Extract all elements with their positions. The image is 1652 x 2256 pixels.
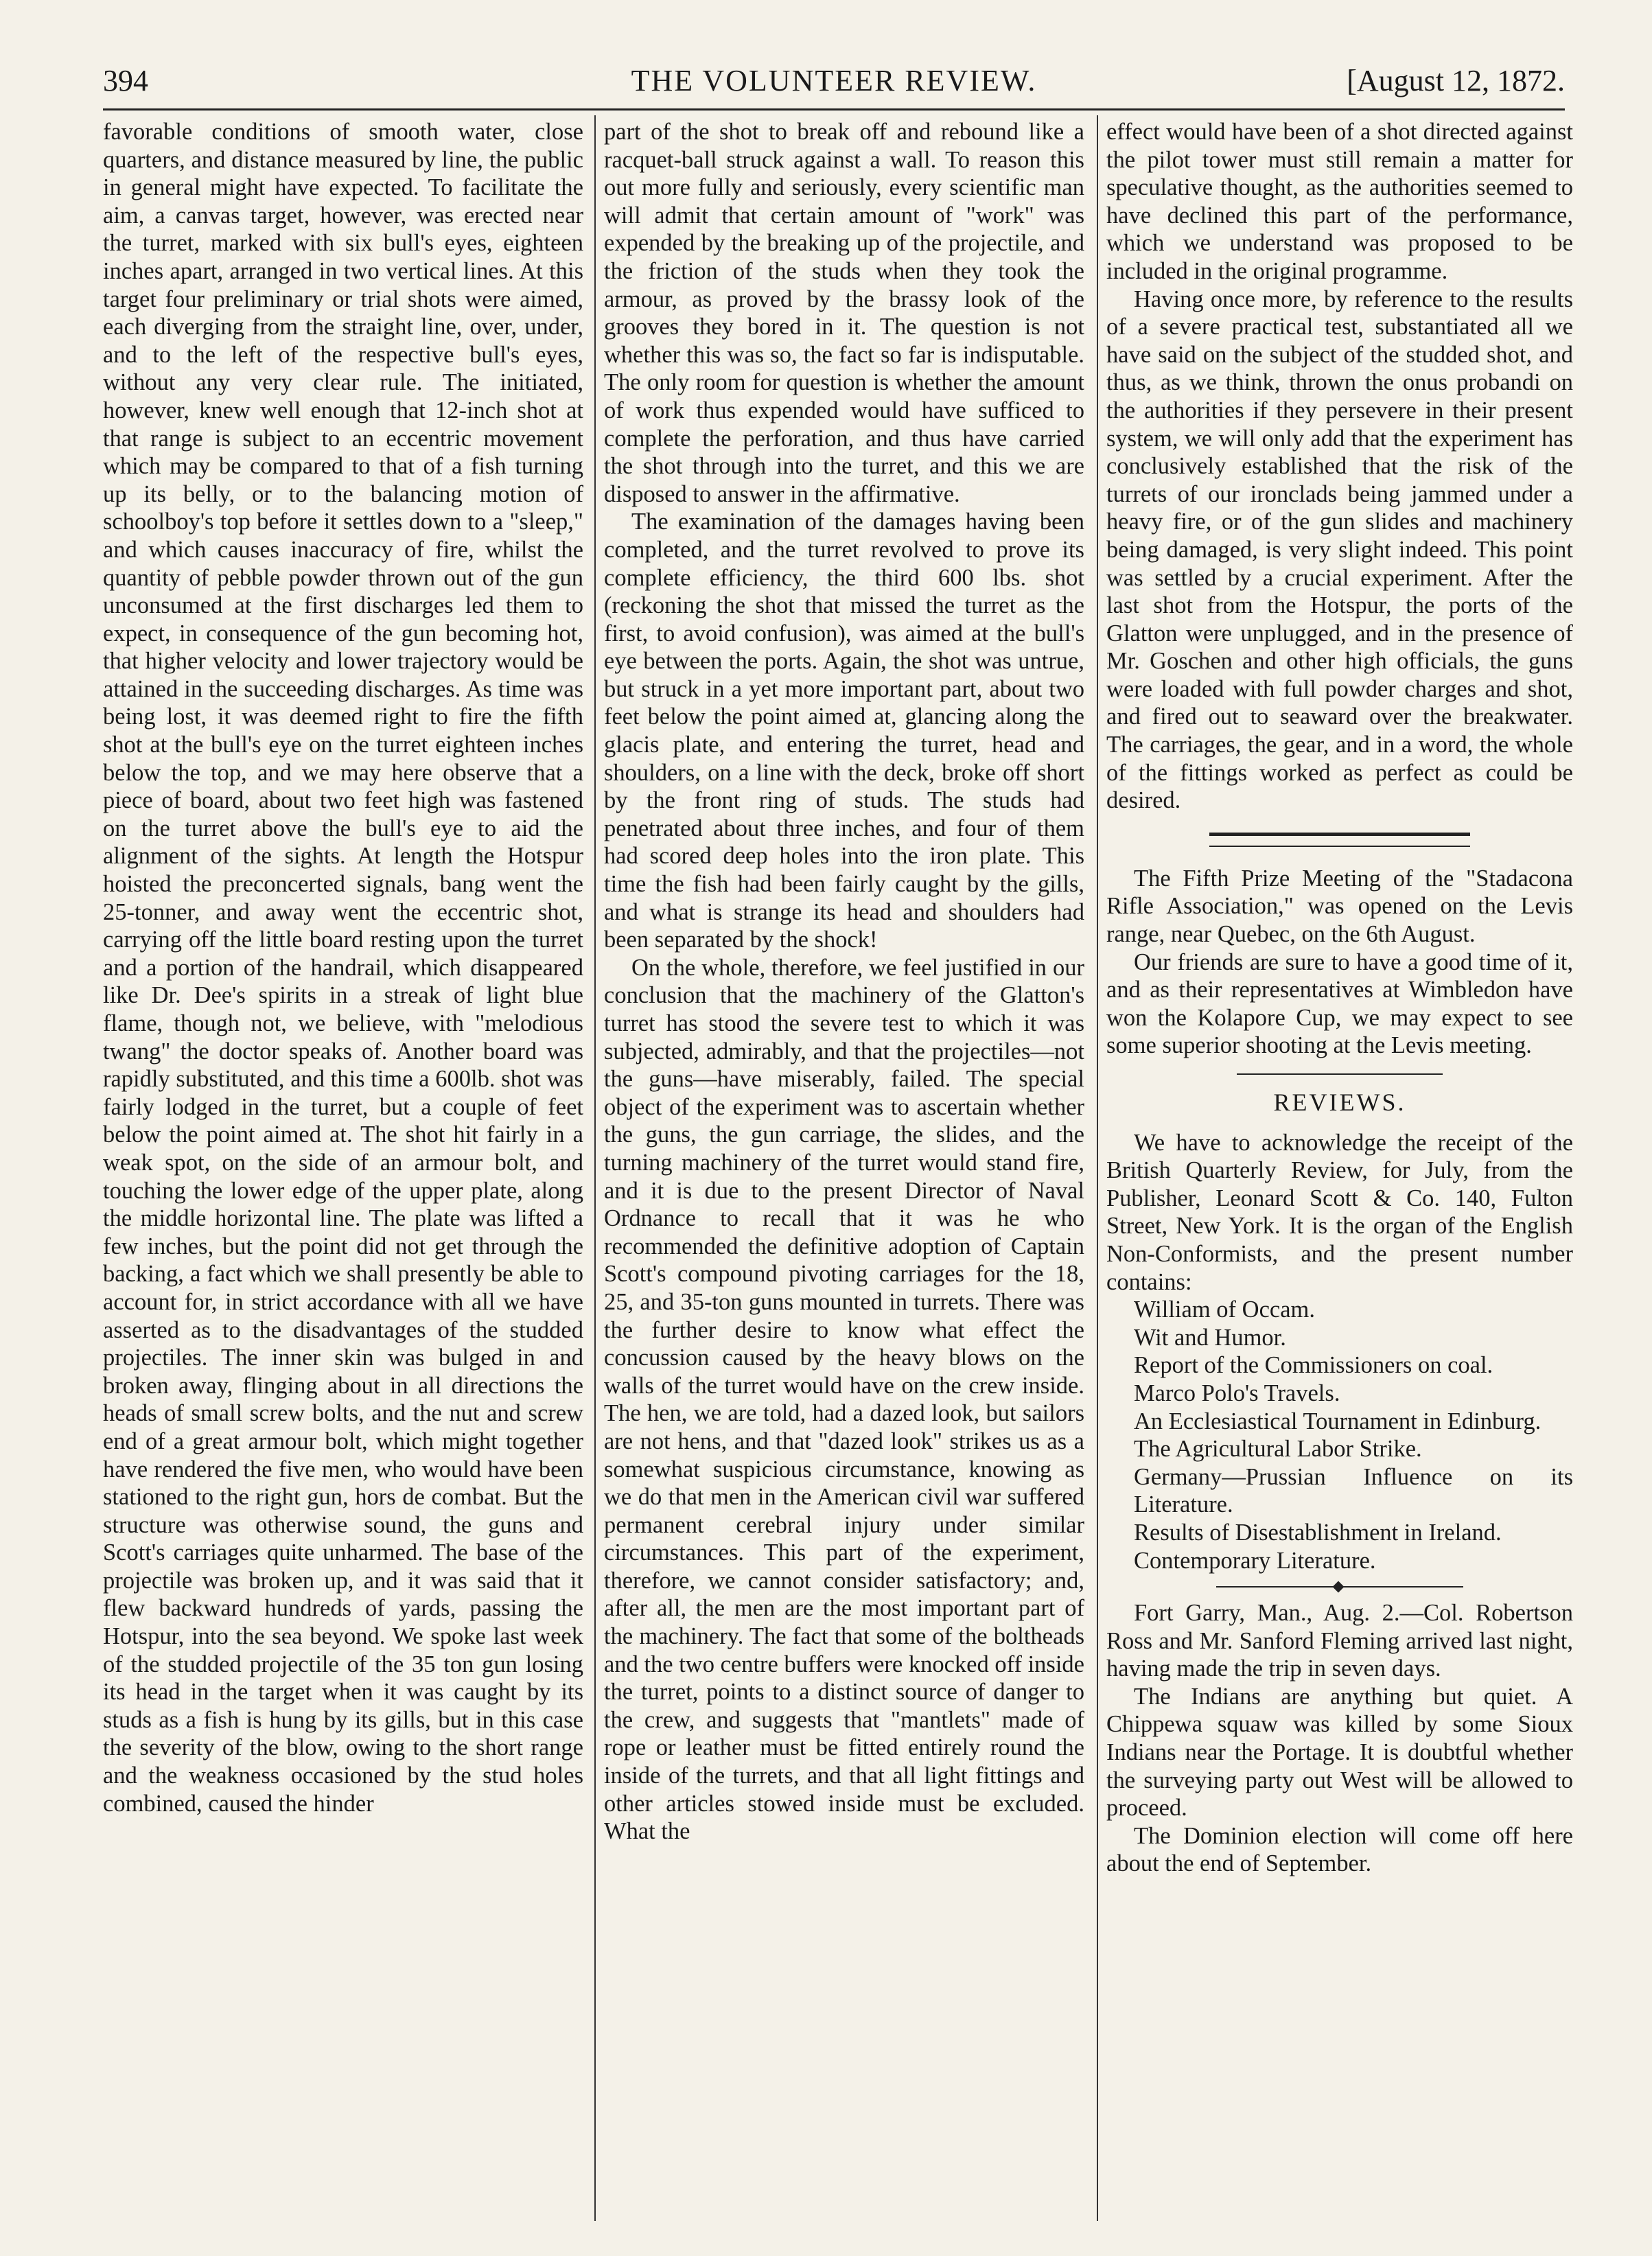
news-paragraph: Fort Garry, Man., Aug. 2.—Col. Robertson Ross and Mr. Sanford Fleming arrived last night, having made the trip in seven days. [1106, 1600, 1573, 1682]
news-paragraph: The Dominion election will come off here about the end of September. [1106, 1822, 1573, 1877]
reviews-intro: We have to acknowledge the receipt of the British Quarterly Review, for July, from the Publisher, Leonard Scott & Co. 140, Fulton Street, New York. It is the organ of the English Non-Conformists, and the present number contains: [1106, 1129, 1573, 1295]
article-paragraph: part of the shot to break off and rebound like a racquet-ball struck against a wall. To reason this out more fully and seriously, every scientific man will admit that certain amount of "work" was expended by the breaking up of the projectile, and the friction of the studs when they took the armour, as proved by the brassy look of the grooves they bored in it. The question is not whether this was so, the fact so far is indisputable. The only room for question is whether the amount of work thus expended would have sufficed to complete the perforation, and thus have carried the shot through into the turret, and this we are disposed to answer in the affirmative. [604, 119, 1084, 507]
reviews-contents-list [1106, 1296, 1573, 1574]
list-item: An Ecclesiastical Tournament in Edinburg. [1134, 1408, 1542, 1434]
list-item: Results of Disestablishment in Ireland. [1134, 1519, 1502, 1546]
article-paragraph: The examination of the damages having been completed, and the turret revolved to prove its complete efficiency, the third 600 lbs. shot (reckoning the shot that missed the turret as the first, to avoid confusion), was aimed at the bull's eye between the ports. Again, the shot was untrue, but struck in a yet more important part, about two feet below the point aimed at, glancing along the glacis plate, and entering the turret, head and shoulders, on a line with the deck, broke off short by the front ring of studs. The studs had penetrated about three inches, and four of them had scored deep holes into the iron plate. This time the fish had been fairly caught by the gills, and what is strange its head and shoulders had been separated by the shock! [604, 509, 1084, 953]
article-paragraph: favorable conditions of smooth water, close quarters, and distance measured by line, the public in general might have expected. To facilitate the aim, a canvas target, however, was erected near the turret, marked with six bull's eyes, eighteen inches apart, arranged in two vertical lines. At this target four preliminary or trial shots were aimed, each diverging from the straight line, over, under, and to the left of the respective bull's eyes, without any very clear rule. The initiated, however, knew well enough that 12-inch shot at that range is subject to an eccentric movement which may be compared to that of a fish turning up its belly, or to the balancing motion of schoolboy's top before it settles down to a "sleep," and which causes inaccuracy of fire, whilst the quantity of pebble powder thrown out of the gun unconsumed at the first discharges led them to expect, in consequence of the gun becoming hot, that higher velocity and lower trajectory would be attained in the succeeding discharges. As time was being lost, it was deemed right to fire the fifth shot at the bull's eye on the turret eighteen inches below the top, and we may here observe that a piece of board, about two feet high was fastened on the turret above the bull's eye to aid the alignment of the sights. At length the Hotspur hoisted the preconcerted signals, bang went the 25-tonner, and away went the eccentric shot, carrying off the little board resting upon the turret and a portion of the handrail, which disappeared like Dr. Dee's spirits in a streak of light blue flame, though not, we believe, with "melodious twang" the doctor speaks of. Another board was rapidly substituted, and this time a 600lb. shot was fairly lodged in the turret, but a couple of feet below the point aimed at. The shot hit fairly in a weak spot, on the side of an armour bolt, and touching the lower edge of the upper plate, along the middle horizontal line. The plate was lifted a few inches, but the point did not get through the backing, a fact which we shall presently be able to account for, in strict accordance with all we have asserted as to the disadvantages of the studded projectiles. The inner skin was bulged in and broken away, flinging about in all directions the heads of small screw bolts, and the nut and screw end of a great armour bolt, which might together have rendered the five men, who would have been stationed to the right gun, hors de combat. But the structure was otherwise sound, the guns and Scott's carriages quite unharmed. The base of the projectile was broken up, and it was said that it flew backward hundreds of yards, passing the Hotspur, into the sea beyond. We spoke last week of the studded projectile of the 35 ton gun losing its head in the target when it was caught by its studs as a fish is hung by its gills, but in this case the severity of the blow, owing to the short range and the weakness occasioned by the stud holes combined, caused the hinder [103, 119, 583, 1817]
prize-meeting-paragraph: The Fifth Prize Meeting of the "Stadacona Rifle Association," was opened on the Levis range, near Quebec, on the 6th August. [1106, 865, 1573, 948]
page-number: 394 [103, 64, 148, 97]
article-paragraph: effect would have been of a shot directed against the pilot tower must still remain a matter for speculative thought, as the authorities seemed to have declined this part of the performance, which we understand was proposed to be included in the original programme. [1106, 119, 1573, 284]
reviews-heading: REVIEWS. [1273, 1089, 1406, 1116]
article-paragraph: Having once more, by reference to the results of a severe practical test, substantiated all we have said on the subject of the studded shot, and thus, as we think, thrown the onus probandi on the authorities if they persevere in their present system, we will only add that the experiment has conclusively established that the risk of the turrets of our ironclads being jammed under a heavy fire, or of the gun slides and machinery being damaged, is very slight indeed. This point was settled by a crucial experiment. After the last shot from the Hotspur, the ports of the Glatton were unplugged, and in the presence of Mr. Goschen and other high officials, the guns were loaded with full powder charges and shot, and fired out to seaward over the breakwater. The carriages, the gear, and in a word, the whole of the fittings worked as perfect as could be desired. [1106, 286, 1573, 814]
prize-meeting-paragraph: Our friends are sure to have a good time of it, and as their representatives at Wimbledon have won the Kolapore Cup, we may expect to see some superior shooting at the Levis meeting. [1106, 949, 1573, 1059]
list-item: William of Occam. [1134, 1296, 1315, 1323]
section-divider [1237, 1073, 1443, 1075]
list-item: Wit and Humor. [1134, 1324, 1286, 1351]
section-divider [1216, 1584, 1463, 1590]
column-2 [604, 118, 1084, 2218]
issue-date: [August 12, 1872. [1347, 64, 1565, 97]
column-divider [594, 115, 596, 2221]
article-paragraph: On the whole, therefore, we feel justified in our conclusion that the machinery of the Glatton's turret has stood the severe test to which it was subjected, admirably, and that the projectiles—not the guns—have miserably, failed. The special object of the experiment was to ascertain whether the guns, the gun carriage, the slides, and the turning machinery of the turret would stand fire, and it is due to the present Director of Naval Ordnance to recall that it was he who recommended the definitive adoption of Captain Scott's compound pivoting carriages for the 18, 25, and 35-ton guns mounted in turrets. There was the further desire to know what effect the concussion caused by the heavy blows on the walls of the turret would have on the crew inside. The hen, we are told, had a dazed look, but sailors are not hens, and that "dazed look" strikes us as a somewhat suspicious circumstance, knowing as we do that men in the American civil war suffered permanent cerebral injury under similar circumstances. This part of the experiment, therefore, we cannot consider satisfactory; and, after all, the men are the most important part of the machinery. The fact that some of the boltheads and the two centre buffers were knocked off inside the turret, points to a distinct source of danger to the crew, and suggests that "mantlets" made of rope or leather must be fitted entirely round the inside of the turrets, and that all light fittings and other articles stowed inside must be excluded. What the [604, 954, 1084, 1845]
publication-title: THE VOLUNTEER REVIEW. [631, 64, 1037, 97]
page-header [103, 63, 1565, 104]
list-item: The Agricultural Labor Strike. [1134, 1436, 1422, 1463]
list-item: Contemporary Literature. [1134, 1547, 1376, 1574]
news-paragraph: The Indians are anything but quiet. A Chippewa squaw was killed by some Sioux Indians near the Portage. It is doubtful whether the surveying party out West will be allowed to proceed. [1106, 1683, 1573, 1822]
column-1 [103, 118, 583, 2218]
column-divider [1097, 115, 1098, 2221]
list-item: Marco Polo's Travels. [1134, 1380, 1340, 1406]
header-rule [103, 108, 1565, 111]
section-divider [1209, 833, 1470, 847]
column-3 [1106, 118, 1573, 2218]
list-item: Report of the Commissioners on coal. [1134, 1352, 1493, 1379]
list-item: Germany—Prussian Influence on its Literature. [1134, 1463, 1573, 1518]
